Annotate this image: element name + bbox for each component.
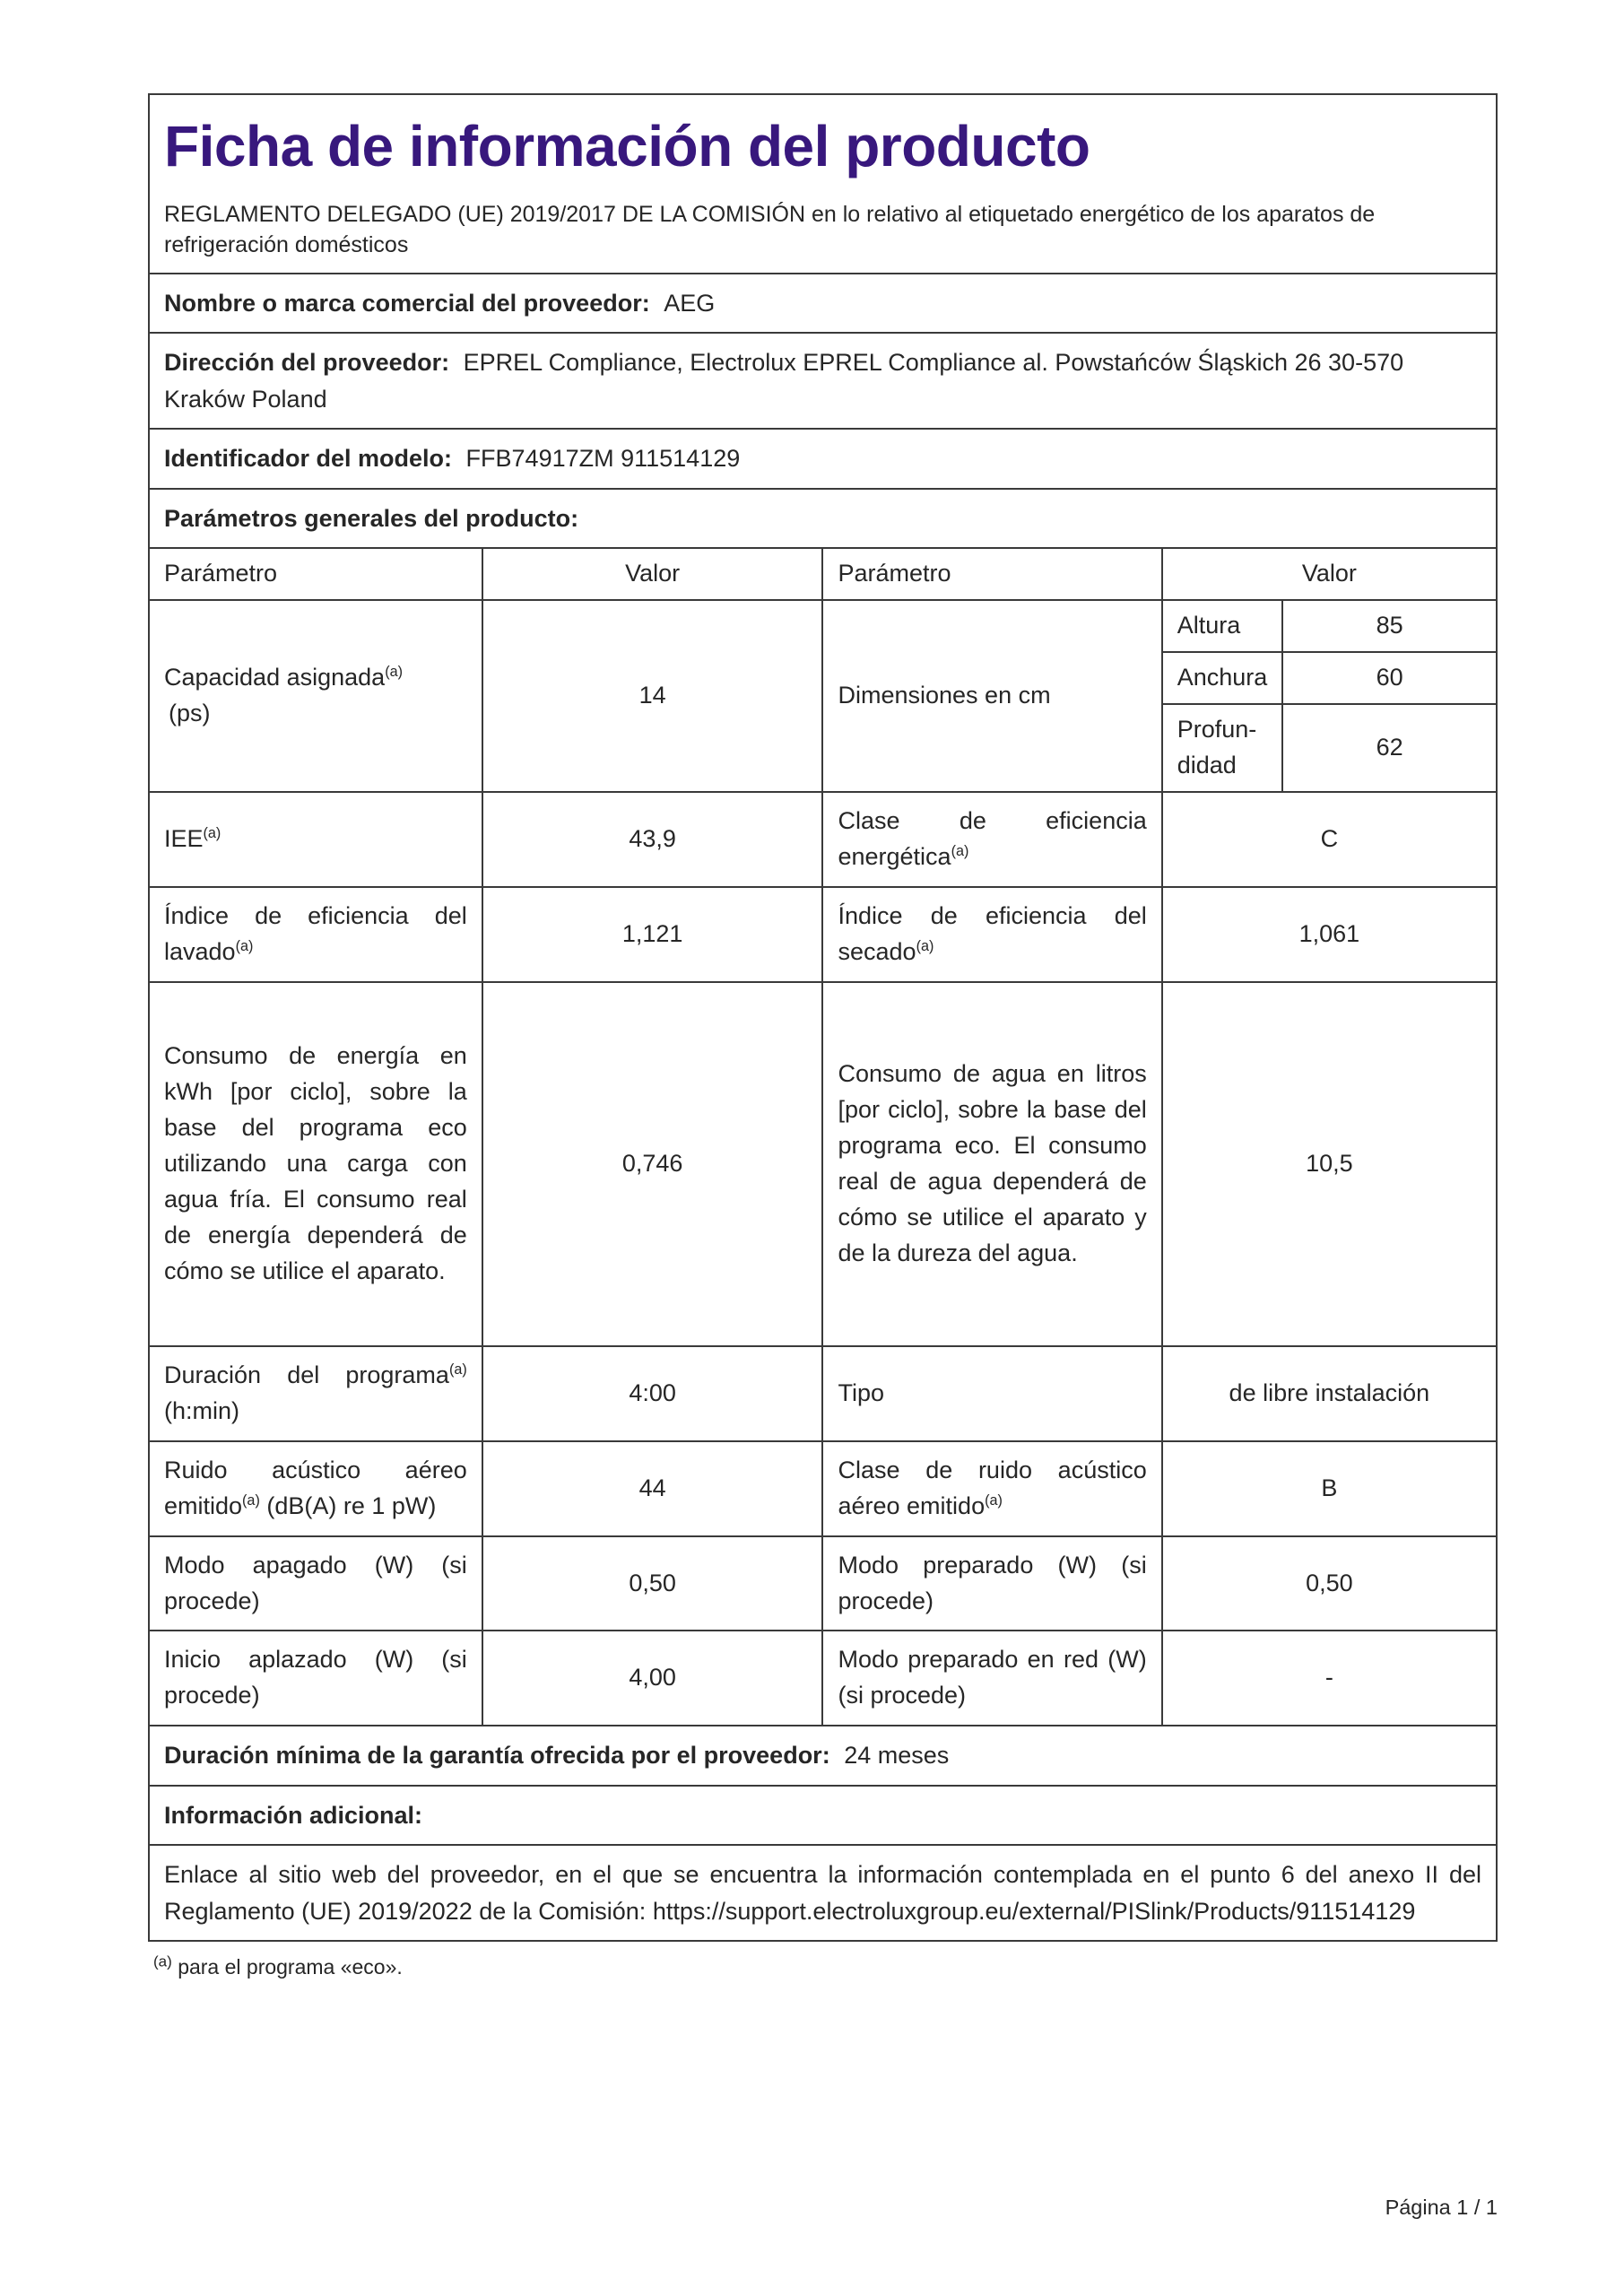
off-mode-label: Modo apagado (W) (si procede): [150, 1536, 482, 1631]
noise-unit: (dB(A) re 1 pW): [259, 1492, 437, 1519]
delayed-start-value: 4,00: [482, 1631, 823, 1726]
program-duration-label-cell: [150, 1346, 482, 1441]
model-identifier-row: [150, 430, 1496, 490]
off-mode-row: [150, 1536, 1496, 1631]
consumption-row: [150, 982, 1496, 1346]
model-identifier-label: Identificador del modelo:: [164, 445, 453, 473]
dimensions-value-cell: [1162, 600, 1496, 792]
energy-consumption-value: 0,746: [482, 982, 823, 1346]
iee-label-cell: [150, 792, 482, 887]
supplier-address-row: [150, 334, 1496, 430]
fiche-sheet: [148, 93, 1498, 1942]
washing-index-label: Índice de eficiencia del lavado: [164, 901, 467, 965]
noise-value: 44: [482, 1441, 823, 1536]
type-value: de libre instalación: [1162, 1346, 1496, 1441]
noise-class-label: Clase de ruido acústico aéreo emitido: [838, 1456, 1147, 1519]
supplier-name-row: [150, 274, 1496, 335]
capacity-label-cell: [150, 600, 482, 792]
supplier-address-value: EPREL Compliance, Electrolux EPREL Compliance al. Powstańców Śląskich 26 30-570 Kraków Poland: [164, 349, 1404, 413]
dimensions-table: [1163, 601, 1496, 791]
capacity-unit-label: (ps): [169, 700, 211, 727]
footnote-ref-icon: (a): [951, 842, 969, 859]
regulation-text: REGLAMENTO DELEGADO (UE) 2019/2017 DE LA COMISIÓN en lo relativo al etiquetado energético de los aparatos de refrigeración domésticos: [164, 201, 1376, 257]
dimension-width-value: 60: [1282, 652, 1496, 704]
networked-standby-label: Modo preparado en red (W) (si procede): [822, 1631, 1161, 1726]
supplier-link-url[interactable]: https://support.electroluxgroup.eu/external/PISlink/Products/911514129: [652, 1897, 1416, 1925]
supplier-link-intro: Enlace al sitio web del proveedor, en el que se encuentra la información contemplada en el punto 6 del anexo II del Reglamento (UE) 2019/2022 de la Comisión:: [164, 1861, 1481, 1925]
footnote-ref-icon: (a): [235, 937, 254, 954]
program-duration-value: 4:00: [482, 1346, 823, 1441]
noise-class-value: B: [1162, 1441, 1496, 1536]
efficiency-index-row: [150, 887, 1496, 982]
general-parameters-label: Parámetros generales del producto:: [164, 504, 579, 532]
type-label: Tipo: [822, 1346, 1161, 1441]
supplier-address-label: Dirección del proveedor:: [164, 349, 450, 377]
capacity-row: [150, 600, 1496, 792]
iee-row: [150, 792, 1496, 887]
additional-info-heading-row: [150, 1787, 1496, 1847]
col-header-param-left: Parámetro: [150, 549, 482, 600]
warranty-label: Duración mínima de la garantía ofrecida por el proveedor:: [164, 1742, 830, 1770]
footnote-ref-icon: (a): [985, 1492, 1003, 1509]
noise-label: Ruido acústico aéreo emitido: [164, 1456, 467, 1519]
dimension-height-row: [1163, 601, 1496, 652]
dimension-height-value: 85: [1282, 601, 1496, 652]
col-header-value-right: Valor: [1162, 549, 1496, 600]
footnote-ref-icon: (a): [916, 937, 934, 954]
noise-row: [150, 1441, 1496, 1536]
program-duration-label: Duración del programa: [164, 1361, 449, 1388]
supplier-name-label: Nombre o marca comercial del proveedor:: [164, 289, 650, 317]
header-block: [150, 95, 1496, 274]
washing-index-value: 1,121: [482, 887, 823, 982]
capacity-label: Capacidad asignada: [164, 664, 386, 691]
dimension-depth-label: Profundidad: [1163, 704, 1283, 791]
noise-label-cell: [150, 1441, 482, 1536]
dimension-depth-value: 62: [1282, 704, 1496, 791]
dimension-width-row: [1163, 652, 1496, 704]
col-header-value-left: Valor: [482, 549, 823, 600]
warranty-value: 24 meses: [844, 1742, 950, 1770]
water-consumption-label: Consumo de agua en litros [por ciclo], sobre la base del programa eco. El consumo real de agua dependerá de cómo se utilice el aparato y de la dureza del agua.: [822, 982, 1161, 1346]
energy-consumption-label: Consumo de energía en kWh [por ciclo], sobre la base del programa eco utilizando una carga con agua fría. El consumo real de energía dependerá de cómo se utilice el aparato.: [150, 982, 482, 1346]
footnote-ref-icon: (a): [385, 664, 403, 681]
additional-info-label: Información adicional:: [164, 1801, 423, 1829]
footnote-ref-icon: (a): [242, 1492, 260, 1509]
drying-index-label: Índice de eficiencia del secado: [838, 901, 1147, 965]
supplier-link-row: [150, 1846, 1496, 1940]
parameters-table: [150, 549, 1496, 1726]
capacity-value: 14: [482, 600, 823, 792]
fiche-content: [148, 93, 1498, 1982]
energy-class-label: Clase de eficiencia energética: [838, 806, 1147, 870]
off-mode-value: 0,50: [482, 1536, 823, 1631]
dimension-width-label: Anchura: [1163, 652, 1283, 704]
dimension-depth-row: [1163, 704, 1496, 791]
footnote-ref-icon: (a): [203, 824, 221, 841]
dimensions-label-cell: Dimensiones en cm: [822, 600, 1161, 792]
delayed-start-row: [150, 1631, 1496, 1726]
washing-index-label-cell: [150, 887, 482, 982]
noise-class-label-cell: [822, 1441, 1161, 1536]
footnote: [148, 1952, 1498, 1981]
general-parameters-heading-row: [150, 490, 1496, 550]
energy-class-value: C: [1162, 792, 1496, 887]
page-title: Ficha de información del producto: [164, 114, 1090, 178]
supplier-name-value: AEG: [664, 289, 716, 317]
networked-standby-value: -: [1162, 1631, 1496, 1726]
model-identifier-value: FFB74917ZM 911514129: [465, 445, 741, 473]
iee-label: IEE: [164, 824, 204, 852]
footnote-text: para el programa «eco».: [178, 1955, 403, 1979]
warranty-row: [150, 1726, 1496, 1787]
dimension-height-label: Altura: [1163, 601, 1283, 652]
energy-class-label-cell: [822, 792, 1161, 887]
footnote-ref-icon: (a): [448, 1361, 467, 1378]
footnote-marker: (a): [153, 1952, 172, 1970]
drying-index-label-cell: [822, 887, 1161, 982]
iee-value: 43,9: [482, 792, 823, 887]
page-number: Página 1 / 1: [1385, 2196, 1498, 2219]
program-duration-unit: (h:min): [164, 1396, 240, 1424]
drying-index-value: 1,061: [1162, 887, 1496, 982]
table-header-row: [150, 549, 1496, 600]
delayed-start-label: Inicio aplazado (W) (si procede): [150, 1631, 482, 1726]
water-consumption-value: 10,5: [1162, 982, 1496, 1346]
standby-mode-label: Modo preparado (W) (si procede): [822, 1536, 1161, 1631]
standby-mode-value: 0,50: [1162, 1536, 1496, 1631]
duration-row: [150, 1346, 1496, 1441]
col-header-param-right: Parámetro: [822, 549, 1161, 600]
